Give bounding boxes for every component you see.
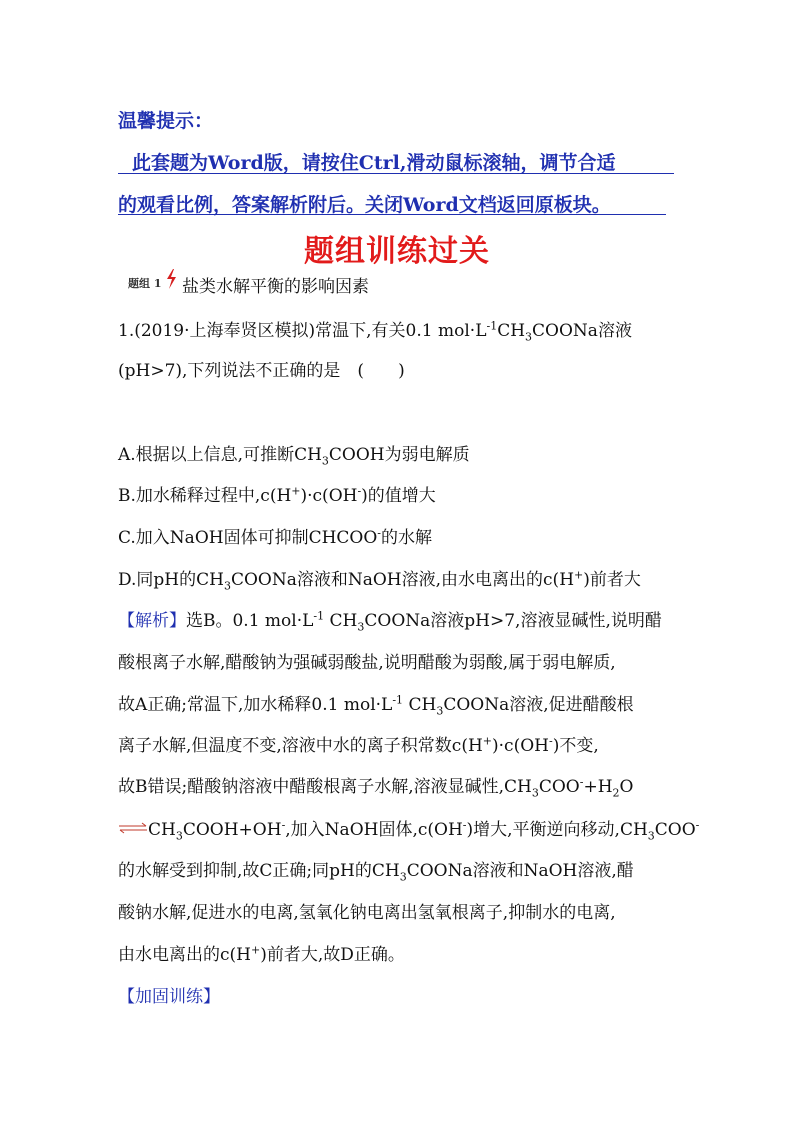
option-c: C.加入NaOH固体可抑制CHCOO-的水解 (118, 526, 433, 548)
analysis-line-5: 故B错误;醋酸钠溶液中醋酸根离子水解,溶液显碱性$,CH_3COO^-+H_2O$ (118, 775, 634, 800)
tip-line-1: 此套题为Word版，请按住Ctrl,滑动鼠标滚轴，调节合适 (132, 152, 616, 174)
analysis-line-4: 离子水解,但温度不变,溶液中水的离子积常数c(H+)·c(OH-)不变, (118, 734, 599, 756)
analysis-line-7: 的水解受到抑制,故C正确;同pH的$CH_3COONa$溶液和NaOH溶液,醋 (118, 861, 634, 884)
question-line-1: 1.(2019·上海奉贤区模拟)常温下,有关0.1 $mol\cdot L^{-1}CH_3COONa$溶液 (118, 319, 632, 344)
tip-underline-2 (118, 214, 666, 215)
analysis-line-9: 由水电离出的c(H+)前者大,故D正确。 (118, 943, 405, 965)
analysis-line-1: 【解析】选B。0.1 $mol\cdot L^{-1}$ $CH_3COONa$溶液pH>7,溶液显碱性,说明醋 (118, 609, 662, 634)
analysis-line-8: 酸钠水解,促进水的电离,氢氧化钠电离出氢氧根离子,抑制水的电离, (118, 903, 616, 923)
reinforce-heading: 【加固训练】 (118, 987, 220, 1007)
option-b: B.加水稀释过程中,c(H+)·c(OH-)的值增大 (118, 484, 436, 506)
analysis-line-3: 故A正确;常温下,加水稀释0.1 $mol\cdot L^{-1}$ $CH_3COONa$溶液,促进醋酸根 (118, 693, 634, 718)
analysis-label: 【解析】 (118, 611, 186, 631)
tip-line-2: 的观看比例，答案解析附后。关闭Word文档返回原板块。 (118, 194, 611, 216)
analysis-line-6: $CH_3COOH+OH^-$,加入NaOH固体,c(OH-)增大,平衡逆向移动$,CH_3COO^-$ (148, 818, 700, 843)
option-a: A.根据以上信息,可推断$CH_3COOH$为弱电解质 (118, 445, 470, 468)
tip-underline-1 (118, 173, 674, 174)
page-title: 题组训练过关 (304, 234, 490, 269)
equilibrium-arrow-icon (118, 822, 148, 834)
analysis-line-2: 酸根离子水解,醋酸钠为强碱弱酸盐,说明醋酸为弱酸,属于弱电解质, (118, 653, 616, 673)
tip-title: 温馨提示： (118, 110, 214, 132)
group-badge: 题组 1 (128, 277, 162, 290)
lightning-icon (164, 268, 178, 290)
option-d: D.同pH的$CH_3COONa$溶液和NaOH溶液,由水电离出的c(H+)前者大 (118, 568, 641, 593)
group-heading: 盐类水解平衡的影响因素 (182, 277, 369, 297)
question-line-2: (pH>7),下列说法不正确的是 ( ) (118, 361, 405, 381)
